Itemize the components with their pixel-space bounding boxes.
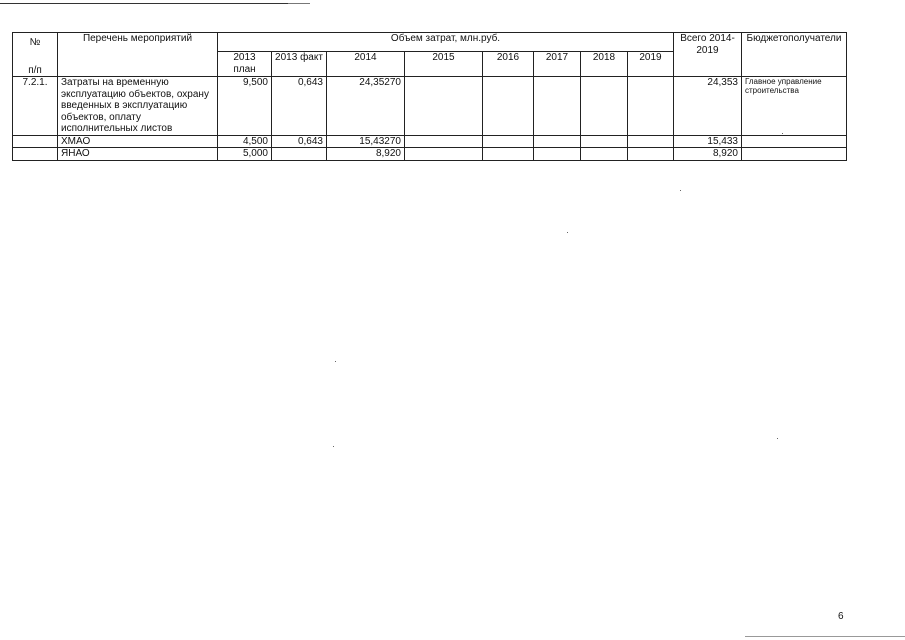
value-total: 8,920 — [674, 148, 742, 161]
table-row — [13, 148, 847, 161]
value-2017 — [534, 135, 581, 148]
value-2015 — [405, 135, 483, 148]
row-number — [13, 148, 58, 161]
table-row — [13, 77, 847, 136]
scan-speck — [333, 446, 334, 447]
value-2017 — [534, 148, 581, 161]
value-2013-plan: 4,500 — [218, 135, 272, 148]
scan-speck — [782, 133, 783, 134]
top-scan-rule-fragment — [288, 3, 310, 4]
value-2018 — [581, 77, 628, 136]
scan-speck — [335, 361, 336, 362]
value-2017 — [534, 77, 581, 136]
value-2013-plan: 9,500 — [218, 77, 272, 136]
row-number — [13, 135, 58, 148]
value-2013-plan: 5,000 — [218, 148, 272, 161]
value-2019 — [628, 77, 674, 136]
value-2014: 15,43270 — [327, 135, 405, 148]
header-year-2013-fact: 2013 факт — [272, 52, 327, 77]
header-year-2013-plan: 2013 план — [218, 52, 272, 77]
header-number — [13, 33, 58, 77]
header-recipients: Бюджетополучатели — [742, 33, 847, 77]
scan-speck — [567, 232, 568, 233]
bottom-scan-rule — [745, 636, 905, 637]
value-2015 — [405, 77, 483, 136]
header-measures: Перечень мероприятий — [58, 33, 218, 77]
value-2018 — [581, 135, 628, 148]
value-2018 — [581, 148, 628, 161]
scan-speck — [777, 438, 778, 439]
value-2014: 8,920 — [327, 148, 405, 161]
value-total: 24,353 — [674, 77, 742, 136]
header-year-2017: 2017 — [534, 52, 581, 77]
value-2015 — [405, 148, 483, 161]
header-number-bottom: п/п — [28, 64, 42, 76]
value-2014: 24,35270 — [327, 77, 405, 136]
page-number: 6 — [838, 611, 844, 622]
header-year-2019: 2019 — [628, 52, 674, 77]
row-region-name: ХМАО — [58, 135, 218, 148]
header-row-top — [13, 33, 847, 52]
row-recipient — [742, 135, 847, 148]
row-recipient — [742, 148, 847, 161]
header-year-2015: 2015 — [405, 52, 483, 77]
header-total: Всего 2014-2019 — [674, 33, 742, 77]
value-2016 — [483, 135, 534, 148]
value-2019 — [628, 148, 674, 161]
row-measure-name: Затраты на временную эксплуатацию объектов, охрану введенных в эксплуатацию объектов, оплату исполнительных листов — [58, 77, 218, 136]
top-scan-rule — [0, 3, 300, 4]
value-total: 15,433 — [674, 135, 742, 148]
row-region-name: ЯНАО — [58, 148, 218, 161]
value-2013-fact: 0,643 — [272, 77, 327, 136]
header-year-2016: 2016 — [483, 52, 534, 77]
header-year-2018: 2018 — [581, 52, 628, 77]
value-2013-fact — [272, 148, 327, 161]
table-row — [13, 135, 847, 148]
cost-table — [12, 32, 847, 161]
scan-speck — [680, 190, 681, 191]
value-2016 — [483, 148, 534, 161]
value-2013-fact: 0,643 — [272, 135, 327, 148]
header-year-2014: 2014 — [327, 52, 405, 77]
header-number-top: № — [29, 37, 41, 48]
row-recipient: Главное управление строительства — [742, 77, 847, 136]
value-2019 — [628, 135, 674, 148]
row-number: 7.2.1. — [13, 77, 58, 136]
header-cost-group: Объем затрат, млн.руб. — [218, 33, 674, 52]
value-2016 — [483, 77, 534, 136]
